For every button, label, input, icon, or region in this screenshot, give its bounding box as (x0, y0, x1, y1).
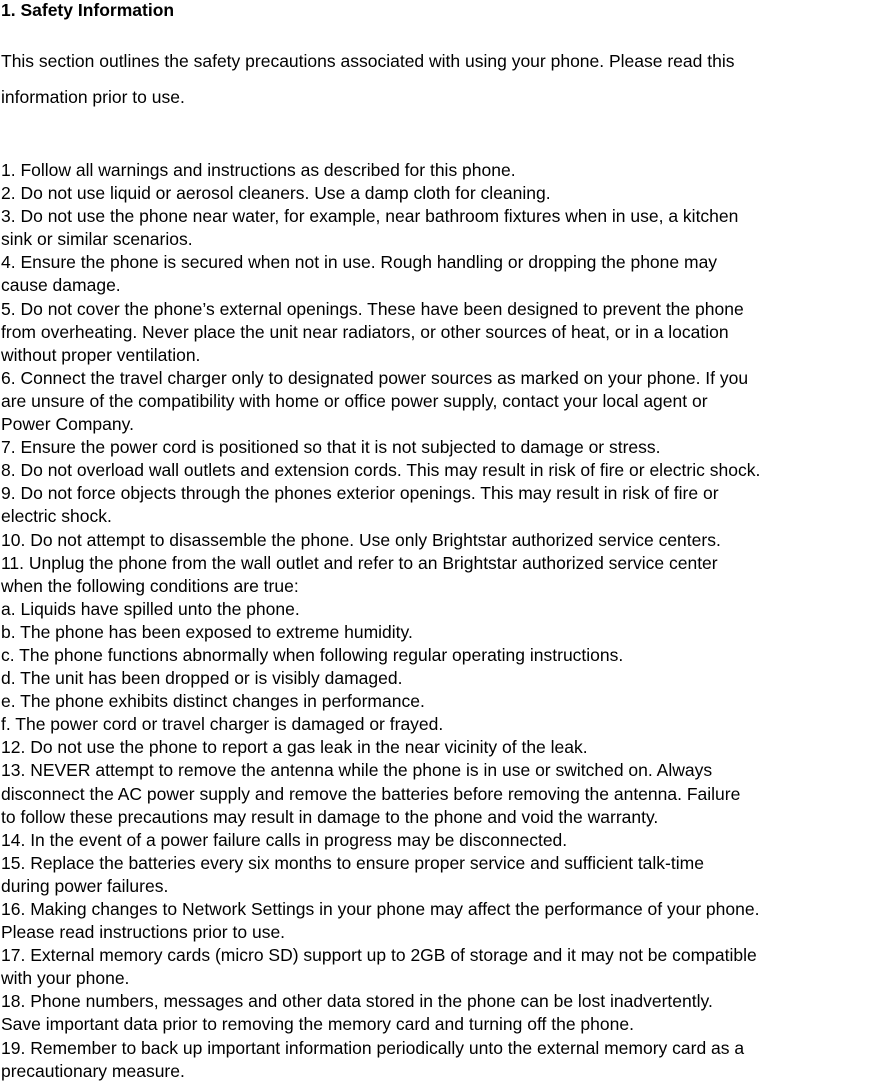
list-line: 12. Do not use the phone to report a gas leak in the near vicinity of the leak. (1, 737, 588, 758)
safety-instructions-list (1, 159, 879, 1083)
list-line: d. The unit has been dropped or is visibly damaged. (1, 668, 403, 689)
list-line: 5. Do not cover the phone’s external openings. These have been designed to prevent the phone (1, 298, 744, 319)
list-line: 7. Ensure the power cord is positioned so that it is not subjected to damage or stress. (1, 437, 661, 458)
list-line: 19. Remember to back up important information periodically unto the external memory card as a (1, 1037, 745, 1058)
list-line: e. The phone exhibits distinct changes in performance. (1, 691, 425, 712)
intro-line: information prior to use. (1, 87, 185, 107)
intro-line: This section outlines the safety precautions associated with using your phone. Please read this (1, 51, 735, 71)
list-line: when the following conditions are true: (1, 575, 299, 596)
list-line: to follow these precautions may result in damage to the phone and void the warranty. (1, 806, 659, 827)
list-line: electric shock. (1, 506, 112, 527)
list-line: 13. NEVER attempt to remove the antenna while the phone is in use or switched on. Always (1, 760, 713, 781)
list-line: sink or similar scenarios. (1, 229, 193, 250)
list-line: Power Company. (1, 414, 134, 435)
list-line: a. Liquids have spilled unto the phone. (1, 598, 300, 619)
list-line: 14. In the event of a power failure calls in progress may be disconnected. (1, 829, 568, 850)
list-line: 11. Unplug the phone from the wall outlet and refer to an Brightstar authorized service center (1, 552, 718, 573)
list-line: 4. Ensure the phone is secured when not in use. Rough handling or dropping the phone may (1, 252, 718, 273)
list-line: disconnect the AC power supply and remove the batteries before removing the antenna. Failure (1, 783, 741, 804)
list-line: Save important data prior to removing the memory card and turning off the phone. (1, 1014, 634, 1035)
list-line: f. The power cord or travel charger is damaged or frayed. (1, 714, 444, 735)
list-line: 10. Do not attempt to disassemble the phone. Use only Brightstar authorized service centers. (1, 529, 721, 550)
list-line: Please read instructions prior to use. (1, 922, 286, 943)
list-line: 15. Replace the batteries every six months to ensure proper service and sufficient talk-time (1, 852, 704, 873)
list-line: 6. Connect the travel charger only to designated power sources as marked on your phone. If you (1, 367, 749, 388)
list-line: b. The phone has been exposed to extreme humidity. (1, 621, 413, 642)
list-line: during power failures. (1, 875, 169, 896)
list-line: 1. Follow all warnings and instructions as described for this phone. (1, 160, 516, 180)
list-line: 9. Do not force objects through the phones exterior openings. This may result in risk of fire or (1, 483, 719, 504)
list-line: without proper ventilation. (1, 344, 201, 365)
list-line: with your phone. (1, 968, 130, 989)
list-line: cause damage. (1, 275, 121, 296)
list-line: 16. Making changes to Network Settings in your phone may affect the performance of your phone. (1, 899, 760, 919)
section-heading: 1. Safety Information (1, 0, 175, 20)
list-line: precautionary measure. (1, 1060, 185, 1081)
list-line: 3. Do not use the phone near water, for example, near bathroom fixtures when in use, a kitchen (1, 206, 739, 227)
list-line: are unsure of the compatibility with home or office power supply, contact your local agent or (1, 390, 708, 411)
intro-paragraph (1, 43, 877, 115)
list-line: c. The phone functions abnormally when following regular operating instructions. (1, 644, 624, 665)
list-line: 2. Do not use liquid or aerosol cleaners. Use a damp cloth for cleaning. (1, 183, 551, 204)
list-line: 18. Phone numbers, messages and other data stored in the phone can be lost inadvertently. (1, 991, 713, 1012)
list-line: 8. Do not overload wall outlets and extension cords. This may result in risk of fire or electric shock. (1, 460, 761, 481)
list-line: from overheating. Never place the unit near radiators, or other sources of heat, or in a location (1, 321, 729, 342)
list-line: 17. External memory cards (micro SD) support up to 2GB of storage and it may not be compatible (1, 945, 757, 966)
